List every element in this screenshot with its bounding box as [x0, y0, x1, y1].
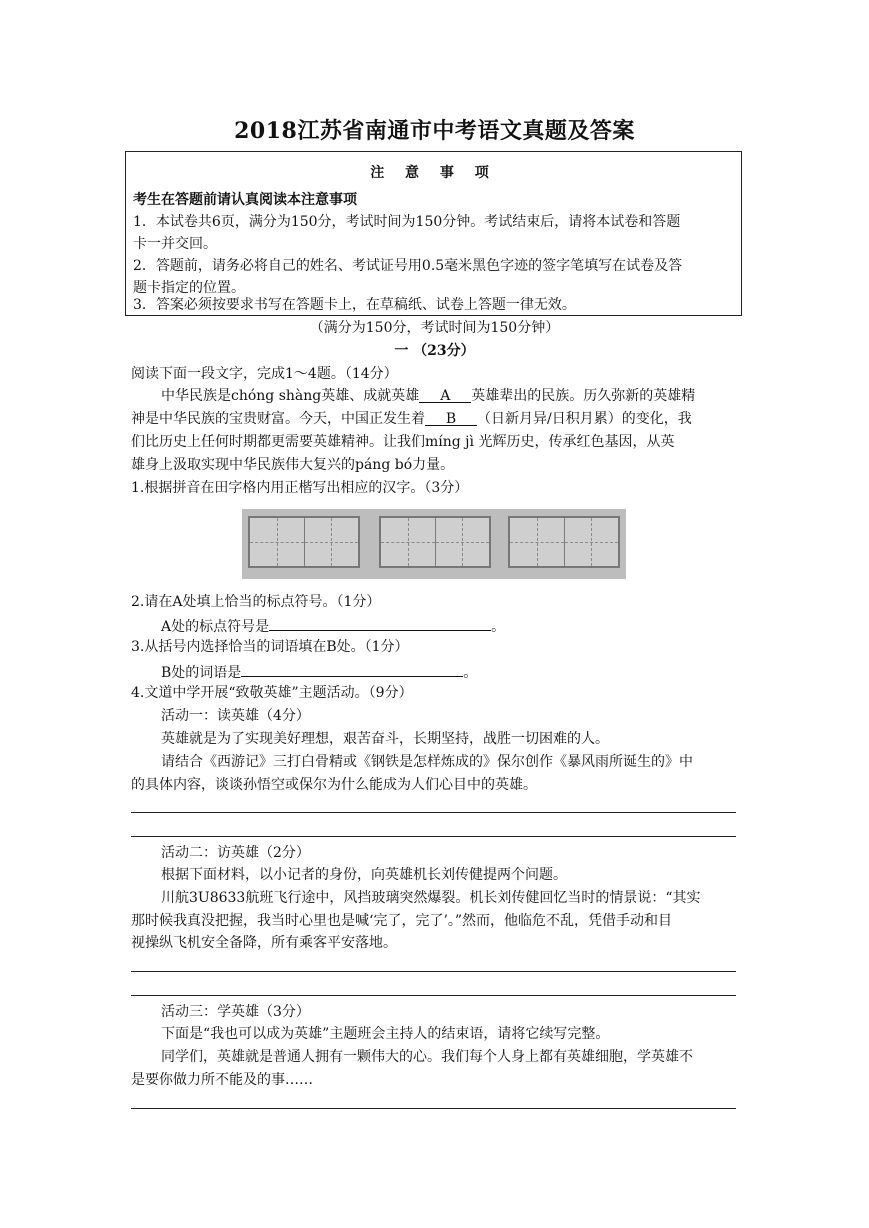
question-3-answer	[161, 660, 477, 683]
q2-period: 。	[491, 619, 506, 635]
tianzige-image	[242, 509, 626, 579]
q2-answer-blank[interactable]	[269, 614, 491, 631]
activity-2-text-1: 根据下面材料，以小记者的身份，向英雄机长刘传健提两个问题。	[161, 867, 567, 883]
q3-answer-blank[interactable]	[241, 660, 463, 677]
activity-1-text-1: 英雄就是为了实现美好理想，艰苦奋斗，长期坚持，战胜一切困难的人。	[161, 731, 609, 747]
tianzige-pair-3[interactable]	[508, 516, 620, 568]
answer-line[interactable]	[131, 971, 736, 972]
question-2-answer	[161, 614, 505, 637]
tianzige-cell[interactable]	[510, 518, 565, 566]
tianzige-cell[interactable]	[250, 518, 305, 566]
activity-2-text-2a: 川航3U8633航班飞行途中，风挡玻璃突然爆裂。机长刘传健回忆当时的情景说：“其实	[161, 890, 701, 906]
question-1: 1.根据拼音在田字格内用正楷写出相应的汉字。（3分）	[131, 480, 469, 496]
tianzige-cell[interactable]	[436, 518, 490, 566]
activity-3-text-2a: 同学们，英雄就是普通人拥有一颗伟大的心。我们每个人身上都有英雄细胞，学英雄不	[161, 1049, 693, 1065]
blank-a: A	[419, 386, 471, 403]
q3-period: 。	[463, 665, 478, 681]
notice-heading: 注 意 事 项	[370, 165, 497, 181]
tianzige-pair-2[interactable]	[379, 516, 491, 568]
notice-line-2a: 2．答题前，请务必将自己的姓名、考试证号用0.5毫米黑色字迹的签字笔填写在试卷及答	[133, 258, 683, 274]
passage-text-1a: 中华民族是chóng shàng英雄、成就英雄	[161, 388, 420, 404]
answer-line[interactable]	[131, 1108, 736, 1109]
notice-intro: 考生在答题前请认真阅读本注意事项	[133, 192, 357, 208]
answer-line[interactable]	[131, 812, 736, 813]
tianzige-cell[interactable]	[381, 518, 436, 566]
activity-1-text-2b: 的具体内容，谈谈孙悟空或保尔为什么能成为人们心目中的英雄。	[131, 777, 537, 793]
tianzige-cell[interactable]	[565, 518, 619, 566]
activity-3-text-2b: 是要你做力所不能及的事……	[131, 1072, 313, 1088]
notice-line-1a: 1．本试卷共6页，满分为150分，考试时间为150分钟。考试结束后，请将本试卷和答题	[133, 214, 681, 230]
passage-line-4: 雄身上汲取实现中华民族伟大复兴的páng bó力量。	[131, 457, 455, 473]
passage-instruction: 阅读下面一段文字，完成1～4题。（14分）	[131, 366, 398, 382]
activity-1-title: 活动一：读英雄（4分）	[161, 708, 310, 724]
section-title: 一 （23分）	[394, 343, 475, 359]
activity-2-text-2b: 那时候我真没把握，我当时心里也是喊‘完了，完了’。”然而，他临危不乱，凭借手动和目	[131, 913, 673, 929]
passage-line-2	[131, 409, 692, 429]
notice-box	[125, 151, 742, 316]
q2-answer-prefix: A处的标点符号是	[161, 619, 270, 635]
notice-line-2b: 题卡指定的位置。	[133, 280, 245, 296]
question-3: 3.从括号内选择恰当的词语填在B处。（1分）	[131, 639, 409, 655]
passage-text-2b: （日新月异/日积月累）的变化，我	[477, 411, 692, 427]
question-4: 4.文道中学开展“致敬英雄”主题活动。（9分）	[131, 685, 413, 701]
tianzige-pair-1[interactable]	[248, 516, 360, 568]
activity-2-text-2c: 视操纵飞机安全备降，所有乘客平安落地。	[131, 935, 397, 951]
passage-text-1b: 英雄辈出的民族。历久弥新的英雄精	[471, 388, 696, 404]
exam-title: 2018江苏省南通市中考语文真题及答案	[234, 118, 635, 144]
question-2: 2.请在A处填上恰当的标点符号。（1分）	[131, 594, 381, 610]
answer-line[interactable]	[131, 836, 736, 837]
blank-b: B	[425, 409, 477, 426]
tianzige-cell[interactable]	[305, 518, 359, 566]
activity-3-title: 活动三：学英雄（3分）	[161, 1004, 310, 1020]
activity-2-title: 活动二：访英雄（2分）	[161, 845, 310, 861]
activity-3-text-1: 下面是“我也可以成为英雄”主题班会主持人的结束语，请将它续写完整。	[161, 1026, 610, 1042]
answer-line[interactable]	[131, 995, 736, 996]
passage-text-2a: 神是中华民族的宝贵财富。今天，中国正发生着	[131, 411, 425, 427]
q3-answer-prefix: B处的词语是	[161, 665, 242, 681]
passage-line-3: 们比历史上任何时期都更需要英雄精神。让我们míng jì 光辉历史，传承红色基因，从英	[131, 434, 675, 450]
passage-line-1	[161, 386, 695, 406]
score-note: （满分为150分，考试时间为150分钟）	[309, 320, 560, 336]
activity-1-text-2a: 请结合《西游记》三打白骨精或《钢铁是怎样炼成的》保尔创作《暴风雨所诞生的》中	[161, 754, 693, 770]
notice-line-3: 3．答案必须按要求书写在答题卡上，在草稿纸、试卷上答题一律无效。	[133, 297, 576, 313]
notice-line-1b: 卡一并交回。	[133, 236, 217, 252]
